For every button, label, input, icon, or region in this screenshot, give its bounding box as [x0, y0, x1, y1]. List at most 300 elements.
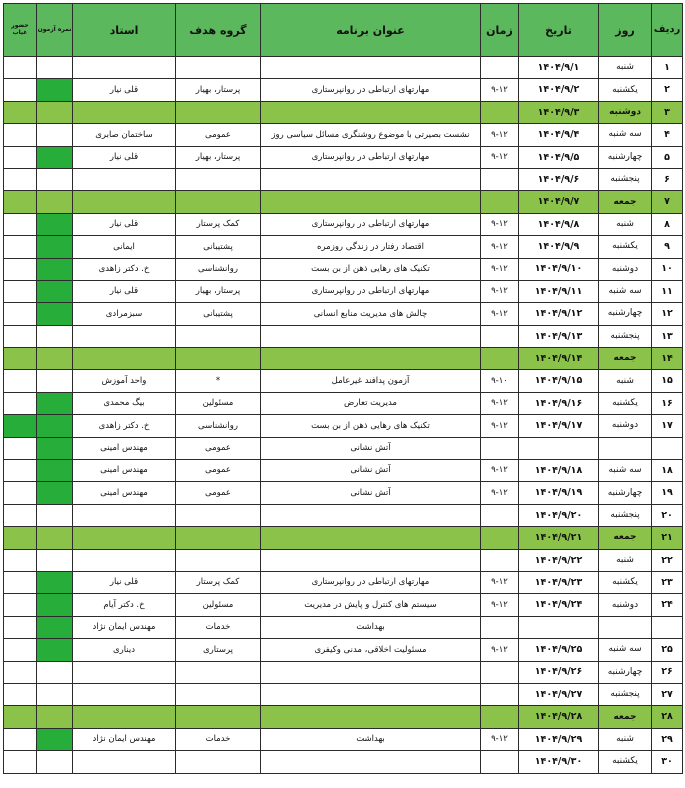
date-cell: ۱۴۰۴/۹/۱۰	[519, 258, 599, 280]
time-cell	[481, 706, 519, 728]
instructor-cell: مهندس ایمان نژاد	[73, 616, 176, 638]
row-number: ۱۱	[652, 280, 683, 302]
target-group-cell	[176, 706, 261, 728]
attendance-mark	[37, 57, 73, 79]
date-cell: ۱۴۰۴/۹/۱	[519, 57, 599, 79]
exam-mark	[4, 348, 37, 370]
exam-mark	[4, 460, 37, 482]
day-cell: یکشنبه	[599, 236, 652, 258]
row-number: ۱۶	[652, 392, 683, 414]
exam-mark	[4, 124, 37, 146]
instructor-cell: خ. دکتر زاهدی	[73, 258, 176, 280]
time-cell: ۹-۱۲	[481, 571, 519, 593]
exam-mark	[4, 683, 37, 705]
instructor-cell	[73, 549, 176, 571]
date-cell: ۱۴۰۴/۹/۷	[519, 191, 599, 213]
program-title-cell	[261, 527, 481, 549]
exam-mark	[4, 706, 37, 728]
row-number: ۱	[652, 57, 683, 79]
day-cell: یکشنبه	[599, 79, 652, 101]
program-title-cell	[261, 101, 481, 123]
exam-mark	[4, 392, 37, 414]
row-number: ۲۵	[652, 639, 683, 661]
attendance-mark	[37, 460, 73, 482]
attendance-mark	[37, 124, 73, 146]
header-exam: حضور غیاب	[4, 4, 37, 57]
table-row	[4, 236, 683, 258]
table-row	[4, 280, 683, 302]
header-program-title: عنوان برنامه	[261, 4, 481, 57]
table-row	[4, 437, 683, 459]
target-group-cell	[176, 168, 261, 190]
row-number: ۸	[652, 213, 683, 235]
attendance-mark	[37, 482, 73, 504]
row-number: ۲۶	[652, 661, 683, 683]
instructor-cell: دیناری	[73, 639, 176, 661]
time-cell: ۹-۱۲	[481, 124, 519, 146]
date-cell: ۱۴۰۴/۹/۱۹	[519, 482, 599, 504]
exam-mark	[4, 303, 37, 325]
target-group-cell	[176, 683, 261, 705]
day-cell: شنبه	[599, 549, 652, 571]
date-cell: ۱۴۰۴/۹/۲۹	[519, 728, 599, 750]
header-row	[4, 4, 683, 57]
program-title-cell: آزمون پدافند غیرعامل	[261, 370, 481, 392]
attendance-mark	[37, 325, 73, 347]
exam-mark	[4, 101, 37, 123]
program-title-cell: مهارتهای ارتباطی در روانپرستاری	[261, 79, 481, 101]
date-cell: ۱۴۰۴/۹/۱۵	[519, 370, 599, 392]
day-cell: دوشنبه	[599, 415, 652, 437]
time-cell	[481, 616, 519, 638]
day-cell: شنبه	[599, 213, 652, 235]
instructor-cell: خ. دکتر آیام	[73, 594, 176, 616]
date-cell: ۱۴۰۴/۹/۲۳	[519, 571, 599, 593]
exam-mark	[4, 325, 37, 347]
program-title-cell: اقتصاد رفتار در زندگی روزمره	[261, 236, 481, 258]
attendance-mark	[37, 191, 73, 213]
exam-mark	[4, 504, 37, 526]
date-cell: ۱۴۰۴/۹/۱۱	[519, 280, 599, 302]
program-title-cell: آتش نشانی	[261, 482, 481, 504]
instructor-cell: ایمانی	[73, 236, 176, 258]
attendance-mark	[37, 504, 73, 526]
table-row	[4, 213, 683, 235]
day-cell: پنجشنبه	[599, 168, 652, 190]
exam-mark	[4, 213, 37, 235]
row-number: ۲۱	[652, 527, 683, 549]
target-group-cell	[176, 57, 261, 79]
time-cell	[481, 348, 519, 370]
instructor-cell: مهندس امینی	[73, 437, 176, 459]
exam-mark	[4, 661, 37, 683]
exam-mark	[4, 639, 37, 661]
exam-mark	[4, 57, 37, 79]
table-row	[4, 616, 683, 638]
time-cell: ۹-۱۲	[481, 146, 519, 168]
attendance-mark	[37, 236, 73, 258]
program-title-cell	[261, 57, 481, 79]
target-group-cell: پرستار، بهیار	[176, 280, 261, 302]
row-number: ۲۹	[652, 728, 683, 750]
program-title-cell: آتش نشانی	[261, 460, 481, 482]
day-cell	[599, 437, 652, 459]
date-cell: ۱۴۰۴/۹/۹	[519, 236, 599, 258]
row-number: ۴	[652, 124, 683, 146]
target-group-cell: خدمات	[176, 728, 261, 750]
day-cell: جمعه	[599, 527, 652, 549]
day-cell: دوشنبه	[599, 101, 652, 123]
table-row	[4, 504, 683, 526]
date-cell	[519, 437, 599, 459]
row-number: ۲	[652, 79, 683, 101]
date-cell: ۱۴۰۴/۹/۱۶	[519, 392, 599, 414]
table-row	[4, 303, 683, 325]
program-title-cell: مهارتهای ارتباطی در روانپرستاری	[261, 280, 481, 302]
time-cell	[481, 751, 519, 773]
instructor-cell	[73, 325, 176, 347]
target-group-cell	[176, 101, 261, 123]
program-title-cell: چالش های مدیریت منابع انسانی	[261, 303, 481, 325]
date-cell: ۱۴۰۴/۹/۵	[519, 146, 599, 168]
attendance-mark	[37, 706, 73, 728]
instructor-cell	[73, 168, 176, 190]
attendance-mark	[37, 79, 73, 101]
instructor-cell: مهندس ایمان نژاد	[73, 728, 176, 750]
table-row	[4, 370, 683, 392]
date-cell: ۱۴۰۴/۹/۲	[519, 79, 599, 101]
attendance-mark	[37, 683, 73, 705]
date-cell: ۱۴۰۴/۹/۲۷	[519, 683, 599, 705]
table-row	[4, 460, 683, 482]
time-cell	[481, 168, 519, 190]
exam-mark	[4, 571, 37, 593]
exam-mark	[4, 79, 37, 101]
row-number: ۲۰	[652, 504, 683, 526]
day-cell: یکشنبه	[599, 392, 652, 414]
date-cell: ۱۴۰۴/۹/۲۸	[519, 706, 599, 728]
time-cell: ۹-۱۲	[481, 303, 519, 325]
instructor-cell	[73, 661, 176, 683]
day-cell: پنجشنبه	[599, 504, 652, 526]
row-number: ۱۳	[652, 325, 683, 347]
program-title-cell	[261, 504, 481, 526]
table-row	[4, 392, 683, 414]
instructor-cell	[73, 683, 176, 705]
instructor-cell: سبزمرادی	[73, 303, 176, 325]
row-number: ۲۴	[652, 594, 683, 616]
row-number: ۱۲	[652, 303, 683, 325]
exam-mark	[4, 191, 37, 213]
friday-row	[4, 348, 683, 370]
date-cell: ۱۴۰۴/۹/۶	[519, 168, 599, 190]
program-title-cell	[261, 191, 481, 213]
row-number: ۱۵	[652, 370, 683, 392]
attendance-mark	[37, 258, 73, 280]
day-cell: دوشنبه	[599, 594, 652, 616]
attendance-mark	[37, 728, 73, 750]
table-row	[4, 415, 683, 437]
table-row	[4, 168, 683, 190]
target-group-cell: *	[176, 370, 261, 392]
instructor-cell	[73, 504, 176, 526]
date-cell: ۱۴۰۴/۹/۲۱	[519, 527, 599, 549]
date-cell: ۱۴۰۴/۹/۱۸	[519, 460, 599, 482]
row-number: ۳۰	[652, 751, 683, 773]
header-row-number: ردیف	[652, 4, 683, 57]
attendance-mark	[37, 101, 73, 123]
date-cell: ۱۴۰۴/۹/۳۰	[519, 751, 599, 773]
date-cell: ۱۴۰۴/۹/۱۲	[519, 303, 599, 325]
target-group-cell: عمومی	[176, 460, 261, 482]
target-group-cell: عمومی	[176, 124, 261, 146]
exam-mark	[4, 280, 37, 302]
instructor-cell: بیگ محمدی	[73, 392, 176, 414]
attendance-mark	[37, 616, 73, 638]
target-group-cell: خدمات	[176, 616, 261, 638]
time-cell: ۹-۱۲	[481, 460, 519, 482]
attendance-mark	[37, 549, 73, 571]
header-date: تاریخ	[519, 4, 599, 57]
program-title-cell	[261, 168, 481, 190]
program-title-cell	[261, 751, 481, 773]
target-group-cell: کمک پرستار	[176, 571, 261, 593]
day-cell: یکشنبه	[599, 571, 652, 593]
table-row	[4, 79, 683, 101]
date-cell: ۱۴۰۴/۹/۱۳	[519, 325, 599, 347]
time-cell	[481, 549, 519, 571]
instructor-cell: قلی نیار	[73, 280, 176, 302]
target-group-cell: پرستار، بهیار	[176, 146, 261, 168]
time-cell	[481, 57, 519, 79]
instructor-cell	[73, 706, 176, 728]
target-group-cell: پرستاری	[176, 639, 261, 661]
attendance-mark	[37, 594, 73, 616]
target-group-cell: پشتیبانی	[176, 236, 261, 258]
target-group-cell: مسئولین	[176, 594, 261, 616]
row-number: ۵	[652, 146, 683, 168]
row-number: ۹	[652, 236, 683, 258]
instructor-cell	[73, 348, 176, 370]
attendance-mark	[37, 146, 73, 168]
program-title-cell	[261, 549, 481, 571]
attendance-mark	[37, 437, 73, 459]
day-cell: سه شنبه	[599, 124, 652, 146]
training-schedule-table	[3, 3, 683, 774]
table-row	[4, 571, 683, 593]
table-row	[4, 751, 683, 773]
row-number: ۲۷	[652, 683, 683, 705]
date-cell	[519, 616, 599, 638]
time-cell: ۹-۱۲	[481, 482, 519, 504]
program-title-cell: بهداشت	[261, 616, 481, 638]
program-title-cell: سیستم های کنترل و پایش در مدیریت	[261, 594, 481, 616]
day-cell: شنبه	[599, 728, 652, 750]
day-cell: یکشنبه	[599, 751, 652, 773]
target-group-cell: روانشناسی	[176, 415, 261, 437]
time-cell: ۹-۱۲	[481, 280, 519, 302]
target-group-cell: پشتیبانی	[176, 303, 261, 325]
instructor-cell: مهندس امینی	[73, 482, 176, 504]
time-cell	[481, 683, 519, 705]
row-number: ۷	[652, 191, 683, 213]
row-number: ۳	[652, 101, 683, 123]
day-cell: چهارشنبه	[599, 482, 652, 504]
friday-row	[4, 191, 683, 213]
time-cell	[481, 191, 519, 213]
exam-mark	[4, 549, 37, 571]
day-cell: شنبه	[599, 370, 652, 392]
day-cell: دوشنبه	[599, 258, 652, 280]
date-cell: ۱۴۰۴/۹/۲۴	[519, 594, 599, 616]
time-cell	[481, 325, 519, 347]
row-number: ۶	[652, 168, 683, 190]
exam-mark	[4, 594, 37, 616]
program-title-cell	[261, 706, 481, 728]
target-group-cell	[176, 191, 261, 213]
table-row	[4, 728, 683, 750]
exam-mark	[4, 168, 37, 190]
table-row	[4, 258, 683, 280]
time-cell	[481, 437, 519, 459]
instructor-cell	[73, 57, 176, 79]
instructor-cell: واحد آموزش	[73, 370, 176, 392]
program-title-cell: مهارتهای ارتباطی در روانپرستاری	[261, 571, 481, 593]
attendance-mark	[37, 527, 73, 549]
instructor-cell	[73, 751, 176, 773]
target-group-cell	[176, 549, 261, 571]
time-cell	[481, 504, 519, 526]
table-row	[4, 325, 683, 347]
table-row	[4, 146, 683, 168]
header-day: روز	[599, 4, 652, 57]
day-cell: سه شنبه	[599, 460, 652, 482]
header-attendance: نمره آزمون	[37, 4, 73, 57]
row-number: ۱۹	[652, 482, 683, 504]
program-title-cell: مسئولیت اخلاقی، مدنی وکیفری	[261, 639, 481, 661]
program-title-cell: نشست بصیرتی با موضوع روشنگری مسائل سیاسی روز	[261, 124, 481, 146]
exam-mark	[4, 236, 37, 258]
table-row	[4, 661, 683, 683]
date-cell: ۱۴۰۴/۹/۴	[519, 124, 599, 146]
program-title-cell: بهداشت	[261, 728, 481, 750]
time-cell	[481, 661, 519, 683]
instructor-cell	[73, 101, 176, 123]
table-row	[4, 124, 683, 146]
attendance-mark	[37, 392, 73, 414]
day-cell: جمعه	[599, 348, 652, 370]
target-group-cell	[176, 751, 261, 773]
date-cell: ۱۴۰۴/۹/۲۰	[519, 504, 599, 526]
schedule-sheet	[3, 3, 683, 774]
table-row	[4, 683, 683, 705]
time-cell: ۹-۱۲	[481, 236, 519, 258]
date-cell: ۱۴۰۴/۹/۲۵	[519, 639, 599, 661]
exam-mark	[4, 482, 37, 504]
exam-mark	[4, 527, 37, 549]
table-row	[4, 57, 683, 79]
exam-mark	[4, 616, 37, 638]
friday-row	[4, 527, 683, 549]
instructor-cell: قلی نیار	[73, 571, 176, 593]
table-row	[4, 549, 683, 571]
target-group-cell: مسئولین	[176, 392, 261, 414]
date-cell: ۱۴۰۴/۹/۸	[519, 213, 599, 235]
row-number: ۱۷	[652, 415, 683, 437]
program-title-cell: آتش نشانی	[261, 437, 481, 459]
attendance-mark	[37, 639, 73, 661]
instructor-cell: خ. دکتر زاهدی	[73, 415, 176, 437]
friday-row	[4, 101, 683, 123]
header-instructor: استاد	[73, 4, 176, 57]
time-cell	[481, 101, 519, 123]
exam-mark	[4, 751, 37, 773]
target-group-cell: کمک پرستار	[176, 213, 261, 235]
time-cell: ۹-۱۲	[481, 639, 519, 661]
target-group-cell: عمومی	[176, 437, 261, 459]
target-group-cell	[176, 504, 261, 526]
attendance-mark	[37, 168, 73, 190]
row-number: ۲۲	[652, 549, 683, 571]
day-cell: شنبه	[599, 57, 652, 79]
attendance-mark	[37, 415, 73, 437]
attendance-mark	[37, 280, 73, 302]
table-row	[4, 482, 683, 504]
attendance-mark	[37, 751, 73, 773]
time-cell: ۹-۱۲	[481, 258, 519, 280]
time-cell: ۹-۱۲	[481, 594, 519, 616]
day-cell: جمعه	[599, 191, 652, 213]
time-cell: ۹-۱۲	[481, 392, 519, 414]
target-group-cell: روانشناسی	[176, 258, 261, 280]
schedule-rows	[4, 57, 683, 774]
exam-mark	[4, 728, 37, 750]
instructor-cell: ساختمان صابری	[73, 124, 176, 146]
attendance-mark	[37, 348, 73, 370]
day-cell: پنجشنبه	[599, 325, 652, 347]
row-number: ۲۸	[652, 706, 683, 728]
time-cell: ۹-۱۲	[481, 728, 519, 750]
program-title-cell	[261, 348, 481, 370]
exam-mark	[4, 437, 37, 459]
row-number: ۱۸	[652, 460, 683, 482]
instructor-cell: قلی نیار	[73, 79, 176, 101]
program-title-cell: مهارتهای ارتباطی در روانپرستاری	[261, 213, 481, 235]
time-cell: ۹-۱۲	[481, 213, 519, 235]
time-cell: ۹-۱۲	[481, 415, 519, 437]
day-cell: جمعه	[599, 706, 652, 728]
date-cell: ۱۴۰۴/۹/۲۲	[519, 549, 599, 571]
program-title-cell: تکنیک های رهایی ذهن از بن بست	[261, 415, 481, 437]
instructor-cell: قلی نیار	[73, 146, 176, 168]
target-group-cell	[176, 348, 261, 370]
date-cell: ۱۴۰۴/۹/۲۶	[519, 661, 599, 683]
program-title-cell: مهارتهای ارتباطی در روانپرستاری	[261, 146, 481, 168]
instructor-cell: قلی نیار	[73, 213, 176, 235]
exam-mark	[4, 415, 37, 437]
target-group-cell: پرستار، بهیار	[176, 79, 261, 101]
program-title-cell: تکنیک های رهایی ذهن از بن بست	[261, 258, 481, 280]
table-row	[4, 594, 683, 616]
friday-row	[4, 706, 683, 728]
exam-mark	[4, 258, 37, 280]
time-cell	[481, 527, 519, 549]
row-number	[652, 616, 683, 638]
time-cell: ۹-۱۰	[481, 370, 519, 392]
row-number: ۱۴	[652, 348, 683, 370]
day-cell: پنجشنبه	[599, 683, 652, 705]
program-title-cell	[261, 325, 481, 347]
